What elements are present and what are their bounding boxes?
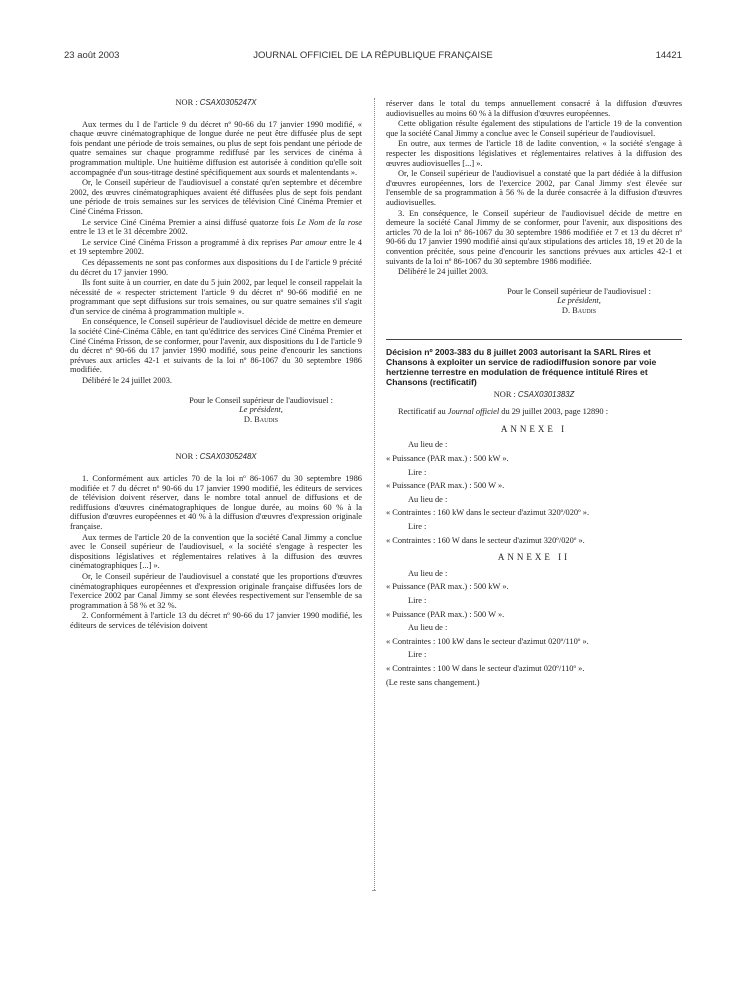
annexe-heading: ANNEXE II bbox=[497, 552, 571, 563]
paragraph: réserver dans le total du temps annuellement consacré à la diffusion d'œuvres audiovisuelles au moins 60 % à la diffusion d'œuvres européennes. bbox=[386, 99, 682, 118]
paragraph: 2. Conformément à l'article 13 du décret nº 90-66 du 17 janvier 1990 modifié, les éditeurs de services de télévision doivent bbox=[70, 611, 362, 630]
signature-line: Pour le Conseil supérieur de l'audiovisuel : bbox=[189, 395, 333, 405]
signature-name: D. Baudis bbox=[561, 305, 597, 315]
paragraph: Ces dépassements ne sont pas conformes aux dispositions du I de l'article 9 précité du décret du 17 janvier 1990. bbox=[70, 257, 362, 277]
page-number: 14421 bbox=[655, 50, 682, 61]
annexe-line: Lire : bbox=[408, 650, 427, 660]
annexe-line: Lire : bbox=[408, 595, 427, 605]
annexe-line: « Puissance (PAR max.) : 500 W ». bbox=[386, 481, 505, 491]
annexe-line: Au lieu de : bbox=[408, 623, 448, 633]
footer-mark bbox=[372, 890, 376, 891]
paragraph: Ils font suite à un courrier, en date du 5 juin 2002, par lequel le conseil rappelait la nécessité de « respecter strictement l'article 9 du décret nº 90-66 modifié en ne programmant que sept diffusions sur trois semaines, ou sur quatre semaines s'il s'agit d'un service de cinéma à programmation multiple ». bbox=[70, 278, 362, 316]
annexe-line: « Puissance (PAR max.) : 500 W ». bbox=[386, 609, 505, 619]
annexe-line: Lire : bbox=[408, 522, 427, 531]
annexe-line: « Contraintes : 160 W dans le secteur d'azimut 320º/020º ». bbox=[386, 535, 585, 545]
deliberation-date: Délibéré le 24 juillet 2003. bbox=[398, 267, 489, 277]
paragraph: Aux termes du I de l'article 9 du décret nº 90-66 du 17 janvier 1990 modifié, « chaque œuvre cinématographique de longue durée ne peut être diffusée plus de sept fois pendant une période de trois semaines, ou plus de sept fois pendant une période de quatre semaines sur chaque programme rediffusé par les services de cinéma à programmation multiple. Une huitième diffusion est autorisée à condition qu'elle soit accompagnée d'un sous-titrage destiné spécifiquement aux sourds et malentendants ». bbox=[70, 119, 362, 177]
paragraph: Le service Ciné Cinéma Frisson a programmé à dix reprises Par amour entre le 4 et 19 septembre 2002. bbox=[70, 237, 362, 257]
paragraph: En outre, aux termes de l'article 18 de ladite convention, « la société s'engage à respecter les dispositions législatives et réglementaires relatives à la diffusion des œuvres audiovisuelles [...] ». bbox=[386, 139, 682, 168]
right-column bbox=[386, 99, 682, 691]
annexe-closing: (Le reste sans changement.) bbox=[386, 677, 480, 687]
paragraph: Le service Ciné Cinéma Premier a ainsi diffusé quatorze fois Le Nom de la rose entre le 13 et le 31 décembre 2002. bbox=[70, 217, 362, 237]
annexe-line: Au lieu de : bbox=[408, 440, 448, 450]
paragraph: 3. En conséquence, le Conseil supérieur de l'audiovisuel décide de mettre en demeure la société Canal Jimmy de se conformer, pour l'avenir, aux dispositions des articles 70 de la loi nº 86-1067 du 30 septembre 1986 modifiée et 7 et 13 du décret nº 90-66 du 17 janvier 1990 modifié ainsi qu'aux stipulations des articles 18, 19 et 20 de la convention précitée, sous peine d'encourir les sanctions prévues aux articles 42-1 et suivants de la loi nº 86-1067 du 30 septembre 1986 modifiée. bbox=[386, 208, 682, 266]
rectificatif-line: Rectificatif au Journal officiel du 29 juillet 2003, page 12890 : bbox=[398, 407, 609, 417]
journal-title: JOURNAL OFFICIEL DE LA RÉPUBLIQUE FRANÇAISE bbox=[253, 50, 493, 61]
left-column bbox=[70, 98, 362, 632]
paragraph: Aux termes de l'article 20 de la convention que la société Canal Jimmy a conclue avec le Conseil supérieur de l'audiovisuel, « la société s'engage à respecter les dispositions législatives et réglementaires relatives à la diffusion des œuvres cinématographiques [...] ». bbox=[70, 532, 362, 571]
signature-name: D. Baudis bbox=[243, 414, 279, 424]
nor-reference: NOR : CSAX0305248X bbox=[175, 452, 257, 462]
annexe-line: « Contraintes : 160 kW dans le secteur d'azimut 320º/020º ». bbox=[386, 508, 590, 518]
decision-heading: Décision nº 2003-383 du 8 juillet 2003 autorisant la SARL Rires et Chansons à exploiter un service de radiodiffusion sonore par voie hertzienne terrestre en modulation de fréquence intitulé Rires et Chansons (rectificatif) bbox=[386, 347, 657, 387]
nor-reference: NOR : CSAX0305247X bbox=[175, 98, 257, 107]
paragraph: Or, le Conseil supérieur de l'audiovisuel a constaté que les proportions d'œuvres cinématographiques européennes et d'expression originale française diffusées lors de l'exercice 2002 par Canal Jimmy se sont élevées respectivement sur l'ensemble de sa programmation à 58 % et 32 %. bbox=[70, 571, 362, 610]
annexe-line: « Contraintes : 100 W dans le secteur d'azimut 020º/110º ». bbox=[386, 663, 585, 673]
signature-title: Le président, bbox=[557, 296, 601, 306]
section-rule bbox=[386, 339, 682, 340]
paragraph: En conséquence, le Conseil supérieur de l'audiovisuel décide de mettre en demeure la société Ciné-Cinéma Câble, en tant qu'éditrice des services Ciné Cinéma Premier et Ciné Cinéma Frisson, de se conformer, pour l'avenir, aux dispositions du I de l'article 9 du décret nº 90-66 du 17 janvier 1990 modifié, sous peine d'encourir les sanctions prévues aux articles 42-1 et suivants de la loi nº 86-1067 du 30 septembre 1986 modifiée. bbox=[70, 317, 362, 375]
nor-reference: NOR : CSAX0301383Z bbox=[493, 389, 575, 399]
column-divider bbox=[374, 98, 375, 890]
paragraph: Or, le Conseil supérieur de l'audiovisuel a constaté qu'en septembre et décembre 2002, des œuvres cinématographiques avaient été diffusées plus de sept fois pendant une période de trois semaines sur les services de télévision Ciné Cinéma Premier et Ciné Cinéma Frisson. bbox=[70, 178, 362, 216]
annexe-line: Au lieu de : bbox=[408, 568, 448, 578]
deliberation-date: Délibéré le 24 juillet 2003. bbox=[82, 376, 173, 386]
paragraph: Or, le Conseil supérieur de l'audiovisuel a constaté que la part dédiée à la diffusion d'œuvres européennes, lors de l'exercice 2002, par Canal Jimmy s'est élevée sur l'ensemble de sa programmation à 56 % de la durée consacrée à la diffusion d'œuvres audiovisuelles. bbox=[386, 169, 682, 207]
paragraph: Cette obligation résulte également des stipulations de l'article 19 de la convention que la société Canal Jimmy a conclue avec le Conseil supérieur de l'audiovisuel. bbox=[386, 119, 682, 138]
annexe-line: Au lieu de : bbox=[408, 494, 448, 504]
paragraph: 1. Conformément aux articles 70 de la loi nº 86-1067 du 30 septembre 1986 modifiée et 7 du décret nº 90-66 du 17 janvier 1990 modifié, les éditeurs de services de télévision doivent réserver, dans le nombre total annuel de diffusions et de rediffusions d'œuvres cinématographiques de longue durée, au moins 60 % à la diffusion d'œuvres européennes et 40 % à la diffusion d'œuvres d'expression originale française. bbox=[70, 474, 362, 531]
annexe-line: Lire : bbox=[408, 467, 427, 477]
annexe-line: « Puissance (PAR max.) : 500 kW ». bbox=[386, 454, 509, 464]
signature-line: Pour le Conseil supérieur de l'audiovisuel : bbox=[507, 286, 651, 296]
annexe-line: « Contraintes : 100 kW dans le secteur d'azimut 020º/110º ». bbox=[386, 636, 589, 646]
annexe-heading: ANNEXE I bbox=[500, 423, 568, 434]
header-date: 23 août 2003 bbox=[64, 50, 120, 61]
annexe-line: « Puissance (PAR max.) : 500 kW ». bbox=[386, 582, 509, 592]
page-header bbox=[64, 50, 682, 64]
signature-title: Le président, bbox=[239, 405, 283, 415]
